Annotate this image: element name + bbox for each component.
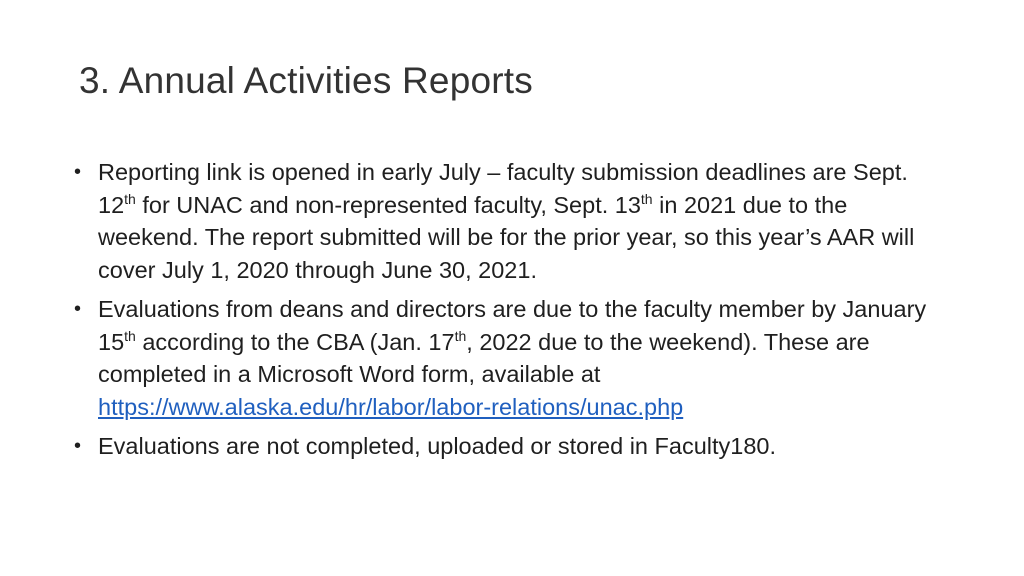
bullet-list [72, 156, 952, 470]
bullet-2-sup-1: th [124, 327, 136, 344]
bullet-item-1 [72, 156, 952, 286]
bullet-1-text-1: Reporting link is opened in early July – faculty submission deadlines are Sept. 12 [98, 159, 908, 218]
bullet-3-text-1: Evaluations are not completed, uploaded or stored in Faculty180. [98, 433, 777, 459]
bullet-2-text-3: , 2022 due to the weekend). These are completed in a Microsoft Word form, available at [98, 328, 870, 387]
bullet-item-2 [72, 293, 952, 423]
bullet-1-sup-1: th [124, 190, 136, 207]
bullet-icon: • [74, 298, 82, 320]
unac-labor-relations-link[interactable]: https://www.alaska.edu/hr/labor/labor-relations/unac.php [98, 393, 684, 420]
bullet-icon: • [74, 161, 82, 183]
bullet-item-3 [72, 430, 952, 463]
slide-title: 3. Annual Activities Reports [79, 60, 533, 101]
bullet-2-text-2: according to the CBA (Jan. 17 [135, 328, 455, 355]
bullet-2-sup-2: th [454, 327, 467, 344]
bullet-icon: • [74, 435, 82, 457]
bullet-1-text-3: in 2021 due to the weekend. The report submitted will be for the prior year, so this year’s AAR will cover July 1, 2020 through June 30, 2021. [98, 191, 915, 283]
bullet-1-sup-2: th [640, 190, 653, 207]
bullet-2-text-1: Evaluations from deans and directors are due to the faculty member by January 15 [98, 296, 927, 355]
bullet-1-text-2: for UNAC and non-represented faculty, Sept. 13 [135, 191, 641, 218]
